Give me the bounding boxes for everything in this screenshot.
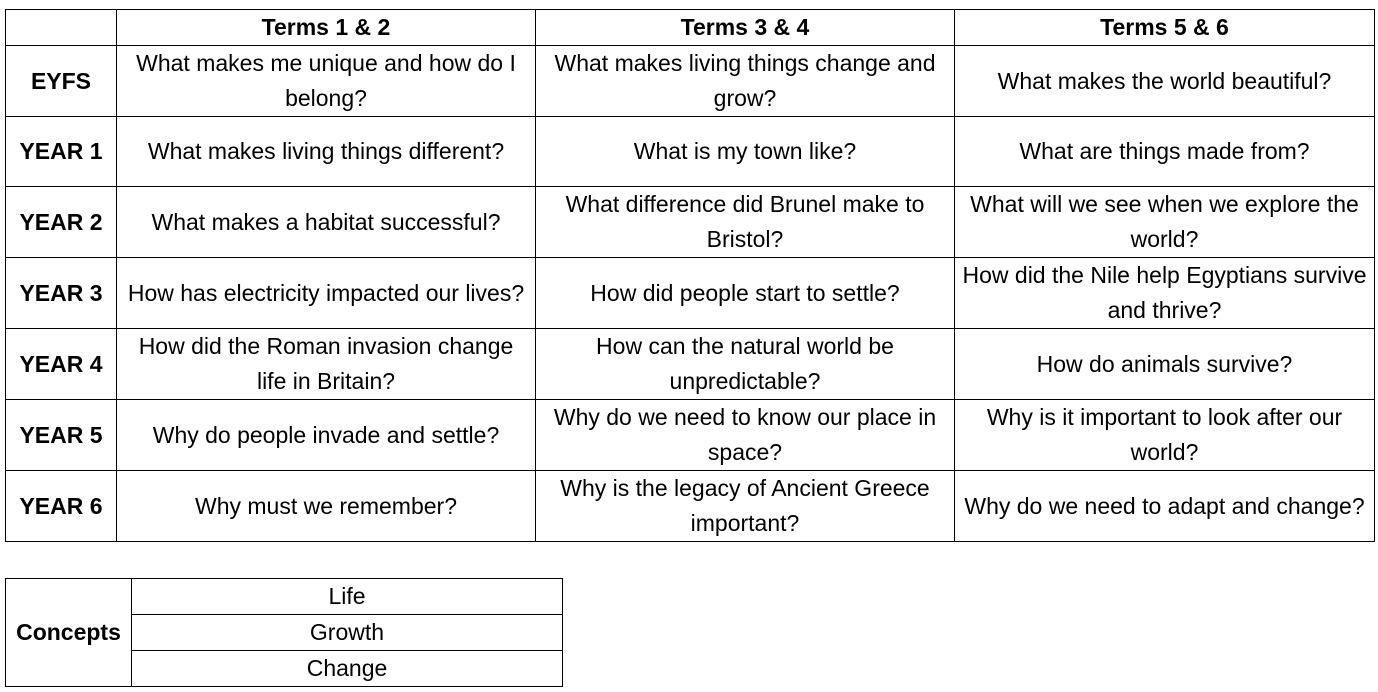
topic-cell: What makes a habitat successful? [117,187,536,258]
table-row [6,258,1375,329]
table-header-row [6,10,1375,46]
topic-cell: What makes living things change and grow? [536,46,955,117]
topic-cell: Why do people invade and settle? [117,400,536,471]
table-row [6,400,1375,471]
topic-cell: How did people start to settle? [536,258,955,329]
topic-cell: How did the Roman invasion change life in Britain? [117,329,536,400]
header-corner [6,10,117,46]
year-label: EYFS [6,46,117,117]
year-label: YEAR 5 [6,400,117,471]
topic-cell: Why do we need to adapt and change? [955,471,1375,542]
topic-cell: What difference did Brunel make to Bristol? [536,187,955,258]
year-label: YEAR 1 [6,117,117,187]
curriculum-table [5,9,1375,542]
topic-cell: What is my town like? [536,117,955,187]
topic-cell: Why is it important to look after our world? [955,400,1375,471]
topic-cell: Why must we remember? [117,471,536,542]
topic-cell: What makes living things different? [117,117,536,187]
topic-cell: Why do we need to know our place in space? [536,400,955,471]
topic-cell: Why is the legacy of Ancient Greece important? [536,471,955,542]
concepts-label: Concepts [6,579,132,687]
table-row [6,471,1375,542]
table-row [6,46,1375,117]
table-row [6,329,1375,400]
topic-cell: How did the Nile help Egyptians survive and thrive? [955,258,1375,329]
topic-cell: How has electricity impacted our lives? [117,258,536,329]
topic-cell: What makes me unique and how do I belong? [117,46,536,117]
concepts-table [5,578,563,687]
header-terms-3-4: Terms 3 & 4 [536,10,955,46]
year-label: YEAR 3 [6,258,117,329]
topic-cell: What will we see when we explore the world? [955,187,1375,258]
header-terms-1-2: Terms 1 & 2 [117,10,536,46]
year-label: YEAR 2 [6,187,117,258]
concept-item: Change [132,651,563,687]
concept-item: Life [132,579,563,615]
header-terms-5-6: Terms 5 & 6 [955,10,1375,46]
year-label: YEAR 4 [6,329,117,400]
concept-item: Growth [132,615,563,651]
topic-cell: How can the natural world be unpredictable? [536,329,955,400]
concept-row [6,579,563,615]
topic-cell: What are things made from? [955,117,1375,187]
year-label: YEAR 6 [6,471,117,542]
topic-cell: What makes the world beautiful? [955,46,1375,117]
topic-cell: How do animals survive? [955,329,1375,400]
table-row [6,117,1375,187]
table-row [6,187,1375,258]
